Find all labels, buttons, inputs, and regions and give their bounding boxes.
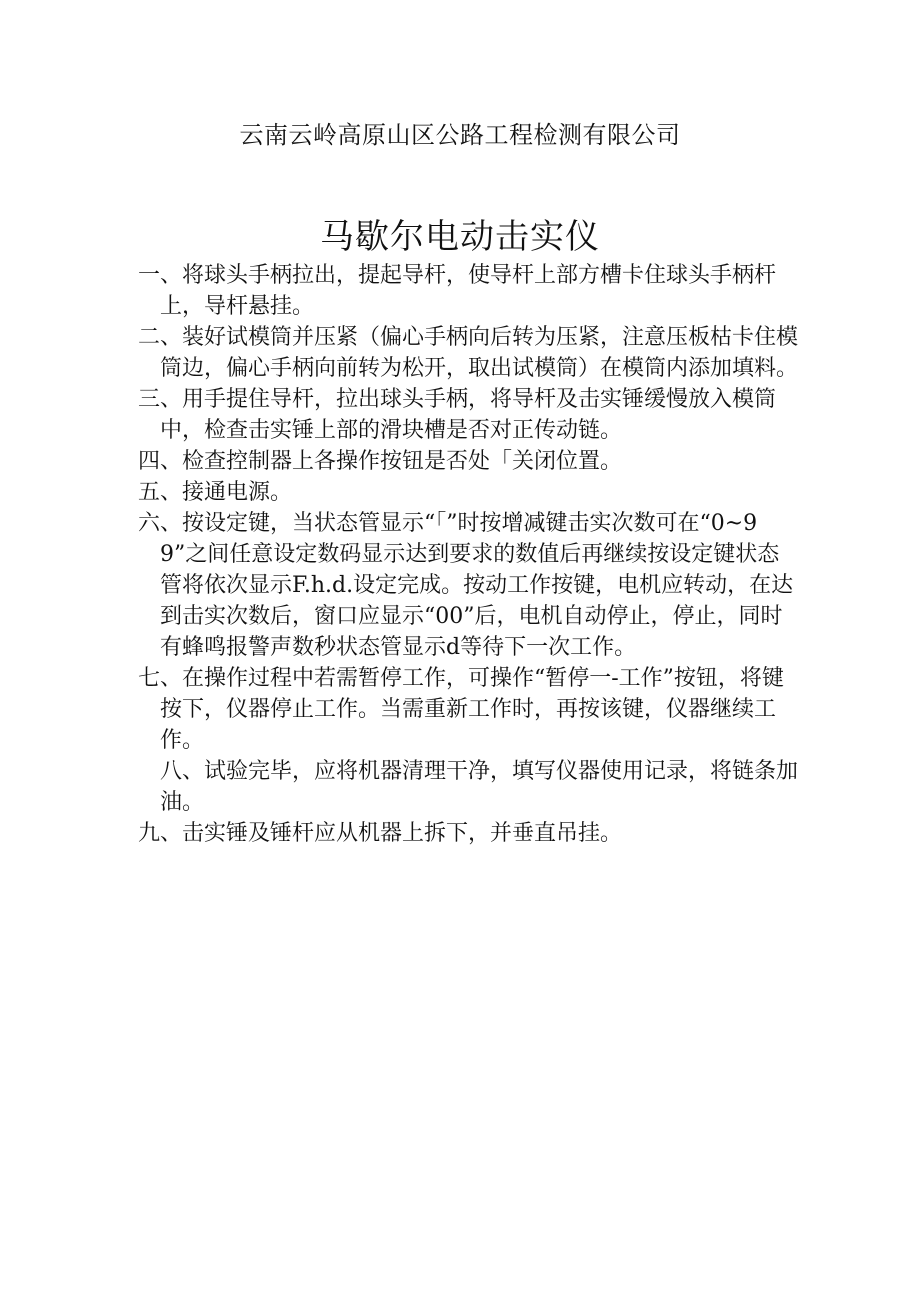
- instruction-step-9: 九、击实锤及锤杆应从机器上拆下，并垂直吊挂。: [138, 821, 623, 846]
- instruction-step-6: 六、按设定键，当状态管显示“「”时按增减键击实次数可在“0~99”之间任意设定数码显示达到要求的数值后再继续按设定键状态管将依次显示F.h.d.设定完成。按动工作按键，电机应转动，在达到击实次数后，窗口应显示“00”后，电机自动停止，停止，同时有蜂鸣报警声数秒状态管显示d等待下一次工作。: [138, 511, 794, 660]
- instruction-list: [138, 260, 798, 849]
- document-title: 马歇尔电动击实仪: [320, 217, 600, 257]
- instruction-step-4: 四、检查控制器上各操作按钮是否处「关闭位置。: [138, 449, 623, 474]
- instruction-step-1: 一、将球头手柄拉出，提起导杆，使导杆上部方槽卡住球头手柄杆上，导杆悬挂。: [138, 263, 777, 319]
- instruction-step-2: 二、装好试模筒并压紧（偏心手柄向后转为压紧，注意压板枯卡住模筒边，偏心手柄向前转为松开，取出试模筒）在模筒内添加填料。: [138, 325, 799, 381]
- company-name: 云南云岭高原山区公路工程检测有限公司: [239, 121, 681, 149]
- instruction-step-3: 三、用手提住导杆，拉出球头手柄，将导杆及击实锤缓慢放入模筒中，检查击实锤上部的滑块槽是否对正传动链。: [138, 387, 777, 443]
- instruction-step-5: 五、接通电源。: [138, 480, 293, 505]
- instruction-step-8: 八、试验完毕，应将机器清理干净，填写仪器使用记录，将链条加油。: [160, 759, 799, 815]
- instruction-step-7: 七、在操作过程中若需暂停工作，可操作“暂停一-工作”按钮，将键按下，仪器停止工作。当需重新工作时，再按该键，仪器继续工作。: [138, 666, 784, 753]
